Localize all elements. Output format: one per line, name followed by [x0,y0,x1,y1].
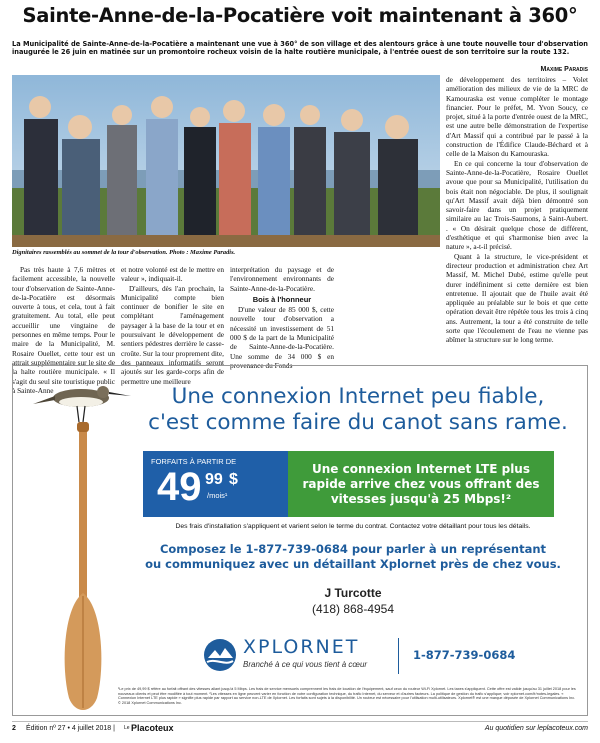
subheading: Bois à l'honneur [252,294,312,304]
price-currency: $ [229,471,238,488]
brand-block [203,636,563,680]
article-column-3 [230,265,334,370]
article-lede: La Municipalité de Sainte-Anne-de-la-Pocatière a maintenant une vue à 360° de son village et des alentours grâce à une toute nouvelle tour d'observation inaugurée le 26 juin en matinée sur un promontoire rocheux voisin de la halte routière municipale, à l'entrée ouest de son territoire sur la route 132. [12,40,588,57]
xplornet-globe-icon [203,638,237,672]
price-box [143,451,288,517]
publication-name: Placoteux [131,723,174,733]
dealer-phone: (418) 868-4954 [311,602,395,616]
brand-phone: 1-877-739-0684 [413,648,516,662]
price-prefix: FORFAITS À PARTIR DE [151,457,237,466]
publication-prefix: Le [124,725,130,731]
website-link[interactable]: Au quotidien sur leplacoteux.com [484,725,588,732]
paragraph: Quant à la structure, le vice-président et directeur production et administration chez Art Massif, M. Michel Dubé, estime qu'elle peut durer indéfiniment si cette dernière est bien entretenue. Il ajoutait que de l'huile avait été appliquée au préalable sur le bois et que cette opération devait être répétée tous les trois à cinq ans. Autrement, la tour a été construite de telle sorte que l'écoulement de l'eau ne vienne pas abîmer la structure sur le long terme. [446,251,588,345]
lte-offer-box [288,451,554,517]
price-cents: 99 [205,471,223,488]
paragraph: et notre volonté est de le mettre en valeur », indiquait-il. [121,265,224,284]
dealer-name: J Turcotte [324,586,382,600]
ad-headline-line-1: Une connexion Internet peu fiable, [171,384,545,409]
call-to-action [143,542,563,571]
bird-on-paddle-illustration [33,378,133,714]
article-headline: Sainte-Anne-de-la-Pocatière voit maintenant à 360° [22,4,578,27]
article-column-4 [446,75,588,345]
price-main: 49 [157,465,202,509]
page-footer [12,721,588,736]
price-period: /mois¹ [207,491,228,500]
ad-headline [133,384,583,436]
lte-offer-text: Une connexion Internet LTE plus rapide arrive chez vous offrant des vitesses jusqu'à 25 Mbps!² [302,461,540,506]
dignitaries-photo [12,75,440,247]
installation-notice: Des frais d'installation s'appliquent et varient selon le terme du contrat. Contactez votre détaillant pour tous les détails. [175,523,531,530]
ad-fine-print: ¹Le prix de 49,99 $ réfère au forfait offrant des vitesses allant jusqu'à 5 Mbps. Les frais de service mensuels comprennent les frais de location de l'équipement, sauf ceux du routeur Wi-Fi Xplornet. Les taxes s'appliquent. Cette offre est valide jusqu'au 31 juillet 2018 pour les nouveaux clients et peut être modifiée à tout moment. ²Les vitesses en ligne peuvent varier en fonction de votre configuration technique, du trafic Internet, du serveur et d'autres facteurs. La politique de gestion du trafic s'applique; voir xplornet.com/fr/notes-legales. « Connexion Internet LTE plus rapide » signifie plus rapide par rapport au service non-LTE de Xplornet. Les forfaits sont sujets à la disponibilité. Un routeur est nécessaire pour l'utilisation multi-utilisateurs. Xplornet® est une marque déposée de Xplornet Communications Inc. © 2018 Xplornet Communications Inc. [118,687,576,705]
photo-illustration [12,75,440,247]
ad-headline-line-2: c'est comme faire du canot sans rame. [148,410,568,435]
brand-tagline: Branché à ce qui vous tient à cœur [243,660,368,669]
xplornet-advertisement [12,365,588,716]
dealer-info [163,586,543,616]
page-number: 2 [12,725,16,732]
paragraph: de développement des territoires – Volet amélioration des milieux de vie de la MRC de Kamouraska est venue compléter le montage financier. Pour le préfet, M. Yvon Soucy, ce projet, situé à la porte d'entrée ouest de la MRC, est une autre belle démonstration de l'expertise d'Art Massif qui a contribué par le passé à la construction de l'Édifice Claude-Béchard et à celle de la Maison du Kamouraska. [446,75,588,159]
paragraph: En ce qui concerne la tour d'observation de Sainte-Anne-de-la-Pocatière, Rosaire Ouellet avoue que pour sa Municipalité, l'utilisation du bois était non négociable. De plus, il soulignait qu'Art Massif avait déjà bien démontré son savoir-faire dans un projet pratiquement similaire au lac Trois-Saumons, à Saint-Aubert. . « On désirait quelque chose de différent, d'esthétique et qui s'harmonise bien avec la nature », a-t-il précisé. [446,158,588,252]
paragraph: D'ailleurs, dès l'an prochain, la Municipalité compte bien continuer de bonifier le site en complétant l'aménagement paysager à la base de la tour et en poursuivant le développement de sentiers pédestres derrière le casse-croûte. Sur la tour proprement dite, des panneaux informatifs seront ajoutés sur les garde-corps afin de permettre une meilleure [121,283,224,386]
paragraph: interprétation du paysage et de l'environnement environnants de Sainte-Anne-de-la-Pocatière. [230,265,334,293]
paragraph: D'une valeur de 85 000 $, cette nouvelle tour d'observation a nécessité un investissement de 51 000 $ de la part de la Municipalité de Sainte-Anne-de-la-Pocatière. Une somme de 34 000 $ en provenance du Fonds [230,305,334,370]
call-line-1: Composez le 1-877-739-0684 pour parler à un représentant [159,542,547,556]
photo-caption: Dignitaires rassemblés au sommet de la tour d'observation. Photo : Maxime Paradis. [12,249,236,256]
call-line-2: ou communiquez avec un détaillant Xplornet près de chez vous. [145,556,561,571]
brand-name: XPLORNET [243,636,360,658]
edition-info: Édition nº 27 • 4 juillet 2018 | [26,725,115,732]
paragraph: Pas très haute à 7,6 mètres et facilement accessible, la nouvelle tour d'observation de Sainte-Anne-de-la-Pocatière est désormais ouverte à tous, et cela, tout à fait gratuitement. Au total, elle peut accueillir une vingtaine de personnes en même temps. Pour le maire de la Municipalité, M. Rosaire Ouellet, cette tour est un attrait supplémentaire sur le site de la halte routière municipale. « Il s'agit du seul site touristique public à Sainte-Anne [12,265,115,395]
brand-divider [398,638,399,674]
article-author: Maxime Paradis [540,66,588,73]
